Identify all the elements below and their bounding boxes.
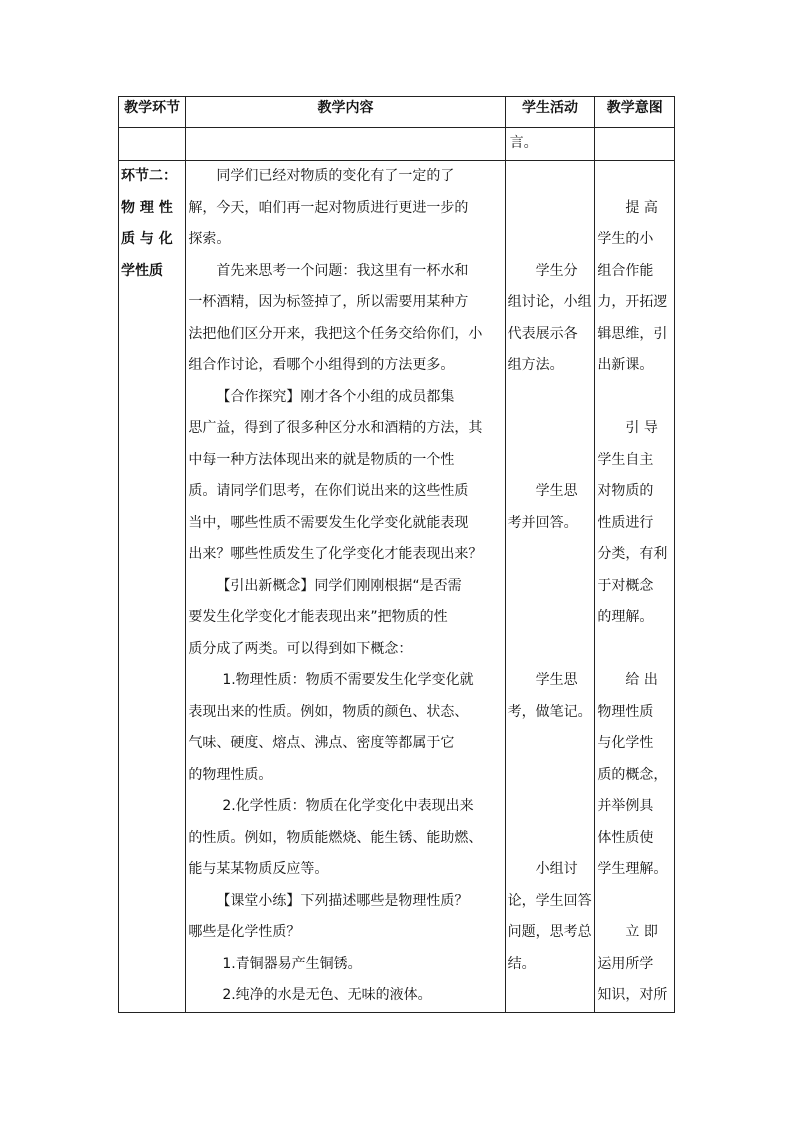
activity-line <box>508 382 593 414</box>
content-line: 哪些是化学性质？ <box>188 924 301 940</box>
content-line: 1.青铜器易产生铜锈。 <box>222 955 362 972</box>
intent-line: 的理解。 <box>597 609 654 625</box>
content-line: 1.物理性质：物质不需要发生化学变化就 <box>222 672 474 688</box>
carry-over-row <box>119 128 675 161</box>
intent-line: 分类，有利 <box>597 546 668 562</box>
header-teaching-stage: 教学环节 <box>119 97 186 128</box>
activity-line <box>508 634 593 666</box>
content-line: 能与某某物质反应等。 <box>188 861 329 877</box>
header-student-activity: 学生活动 <box>505 97 595 128</box>
content-line: 【合作探究】刚才各个小组的成员都集 <box>216 388 455 405</box>
intent-line: 提 高 <box>625 199 658 216</box>
section-title-line: 质 与 化 <box>121 231 173 247</box>
intent-line: 出新课。 <box>597 357 654 373</box>
content-line: 质分成了两类。可以得到如下概念： <box>188 640 413 657</box>
content-line: 法把他们区分开来，我把这个任务交给你们，小 <box>188 325 483 342</box>
intent-line: 与化学性 <box>597 735 654 751</box>
activity-line <box>508 539 593 571</box>
activity-line: 小组讨 <box>535 861 578 877</box>
activity-line: 论，学生回答 <box>507 892 592 909</box>
content-line: 解，今天，咱们再一起对物质进行更进一步的 <box>188 199 469 216</box>
activity-line <box>508 980 593 1012</box>
content-line: 【引出新概念】同学们刚刚根据“是否需 <box>216 577 462 594</box>
intent-line: 体性质使 <box>597 829 654 846</box>
activity-line: 考，做笔记。 <box>507 703 592 720</box>
carry-over-stage-cell <box>119 128 186 161</box>
activity-line <box>508 602 593 634</box>
intent-line: 引 导 <box>625 420 658 436</box>
intent-line: 知识，对所 <box>597 987 668 1003</box>
activity-line: 结。 <box>507 955 536 972</box>
section-title-line: 学性质 <box>121 262 163 279</box>
header-teaching-intent: 教学意图 <box>595 97 675 128</box>
content-line: 一杯酒精，因为标签掉了，所以需要用某种方 <box>188 294 469 310</box>
content-line: 气味、硬度、熔点、沸点、密度等都属于它 <box>188 735 455 751</box>
content-line: 2.化学性质：物质在化学变化中表现出来 <box>222 798 474 814</box>
carry-over-activity-cell: 言。 <box>505 128 595 161</box>
content-line: 同学们已经对物质的变化有了一定的了 <box>216 168 455 184</box>
activity-line: 问题，思考总 <box>507 924 592 940</box>
intent-line: 质的概念， <box>597 766 668 783</box>
intent-line: 运用所学 <box>597 955 654 972</box>
content-line: 思广益，得到了很多种区分水和酒精的方法，其 <box>188 420 483 436</box>
carry-over-content-cell <box>186 128 505 161</box>
activity-line: 组方法。 <box>507 357 564 373</box>
content-line: 质。请同学们思考，在你们说出来的这些性质 <box>188 483 469 499</box>
intent-line: 物理性质 <box>597 703 654 720</box>
intent-line <box>597 161 672 193</box>
section-activity-cell <box>505 161 595 1013</box>
activity-line <box>508 791 593 823</box>
intent-line: 力，开拓逻 <box>597 294 668 310</box>
intent-line: 学生自主 <box>597 451 654 468</box>
content-line: 组合作讨论，看哪个小组得到的方法更多。 <box>188 357 455 373</box>
content-line: 【课堂小练】下列描述哪些是物理性质？ <box>216 892 469 909</box>
intent-line: 并举例具 <box>597 798 654 814</box>
intent-line <box>597 634 672 666</box>
activity-line: 组讨论，小组 <box>507 294 592 310</box>
content-line: 当中，哪些性质不需要发生化学变化就能表现 <box>188 514 469 531</box>
activity-line <box>508 193 593 225</box>
section-content-cell <box>186 161 505 1013</box>
activity-line <box>508 728 593 760</box>
intent-line: 组合作能 <box>597 262 654 279</box>
intent-line: 辑思维，引 <box>597 325 668 342</box>
activity-line <box>508 760 593 792</box>
activity-line: 考并回答。 <box>507 514 578 531</box>
intent-line <box>597 886 672 918</box>
content-line: 2.纯净的水是无色、无味的液体。 <box>222 987 432 1003</box>
intent-line: 给 出 <box>625 672 658 688</box>
intent-line: 学生理解。 <box>597 861 668 877</box>
carry-over-intent-cell <box>595 128 675 161</box>
section-intent-cell <box>595 161 675 1013</box>
content-line: 首先来思考一个问题：我这里有一杯水和 <box>216 262 469 279</box>
section-title-cell <box>119 161 186 1013</box>
activity-line <box>508 823 593 855</box>
activity-line <box>508 413 593 445</box>
intent-line: 立 即 <box>625 924 658 940</box>
header-row <box>119 97 675 128</box>
section-title-line: 环节二： <box>121 168 177 184</box>
intent-line: 对物质的 <box>597 483 654 499</box>
content-line: 出来？哪些性质发生了化学变化才能表现出来？ <box>188 546 483 562</box>
activity-line <box>508 224 593 256</box>
intent-line: 性质进行 <box>597 514 654 531</box>
intent-line <box>597 382 672 414</box>
section-row <box>119 161 675 1013</box>
activity-line <box>508 571 593 603</box>
activity-line <box>508 445 593 477</box>
content-line: 表现出来的性质。例如，物质的颜色、状态、 <box>188 703 469 720</box>
intent-line: 学生的小 <box>597 231 654 247</box>
activity-line <box>508 161 593 193</box>
activity-line: 学生思 <box>535 483 578 499</box>
activity-line: 学生分 <box>535 262 578 279</box>
content-line: 的性质。例如，物质能燃烧、能生锈、能助燃、 <box>188 829 483 846</box>
section-title-line: 物 理 性 <box>121 199 173 216</box>
lesson-plan-table <box>118 96 675 1013</box>
content-line: 中每一种方法体现出来的就是物质的一个性 <box>188 451 455 468</box>
content-line: 探索。 <box>188 231 231 247</box>
header-teaching-content: 教学内容 <box>186 97 505 128</box>
content-line: 要发生化学变化才能表现出来”把物质的性 <box>188 609 448 625</box>
content-line: 的物理性质。 <box>188 766 273 783</box>
activity-line: 学生思 <box>535 672 578 688</box>
intent-line: 于对概念 <box>597 577 654 594</box>
activity-line: 代表展示各 <box>507 325 578 342</box>
